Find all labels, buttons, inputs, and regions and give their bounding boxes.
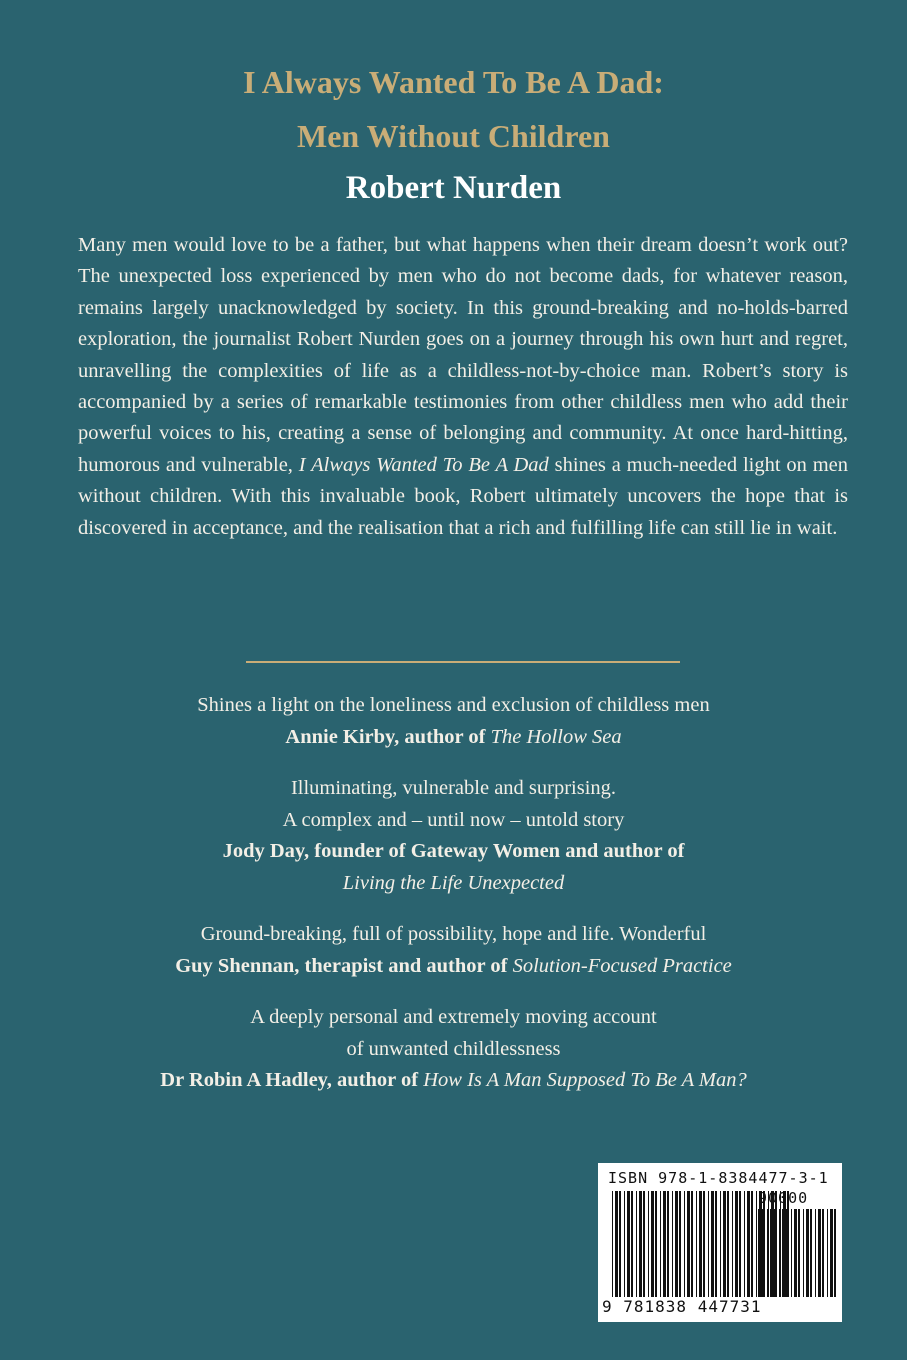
endorsements [50, 690, 857, 1117]
barcode-bar [747, 1191, 750, 1297]
attribution-text: Annie Kirby, author of [285, 725, 486, 748]
barcode-bar [627, 1191, 630, 1297]
barcode-bar [667, 1191, 669, 1297]
endorsement [50, 690, 857, 753]
blurb-title-italic: I Always Wanted To Be A Dad [298, 453, 549, 476]
barcode-bar [827, 1209, 828, 1297]
barcode-bar [631, 1191, 633, 1297]
endorsement-quote: Ground-breaking, full of possibility, hope and life. Wonderful [200, 923, 707, 945]
attribution-work: Solution-Focused Practice [512, 954, 732, 977]
attribution-work: The Hollow Sea [490, 725, 622, 748]
barcode-bar [751, 1191, 753, 1297]
barcode-bar [739, 1191, 741, 1297]
barcode-bar [612, 1191, 613, 1297]
attribution-work: How Is A Man Supposed To Be A Man? [423, 1069, 747, 1091]
barcode-bar [615, 1191, 618, 1297]
endorsement-quote: Shines a light on the loneliness and exclusion of childless men [197, 694, 710, 716]
barcode-bar [655, 1191, 657, 1297]
barcode-bar [767, 1209, 768, 1297]
barcode-bar [815, 1209, 816, 1297]
attribution-text: Dr Robin A Hadley, author of [160, 1069, 419, 1091]
barcode-bar [672, 1191, 673, 1297]
endorsement [50, 773, 857, 899]
barcode-bar [643, 1191, 645, 1297]
barcode-bar [675, 1191, 678, 1297]
barcode-bar [691, 1191, 693, 1297]
barcode-bar [619, 1191, 621, 1297]
endorsement-attribution [50, 951, 857, 983]
barcode-bar [715, 1191, 717, 1297]
barcode-bar [770, 1209, 773, 1297]
endorsement-quote: of unwanted childlessness [346, 1037, 561, 1060]
blurb-text-2: shines a much-needed light on men without children. With this invaluable book, Robert ultimately uncovers the hope that is discovered in acceptance, and the realisation that a rich and fulfilling life can still lie in wait. [78, 453, 849, 539]
author-name: Robert Nurden [345, 170, 562, 206]
barcode-bar [791, 1209, 792, 1297]
book-title-line-1: I Always Wanted To Be A Dad: [243, 64, 664, 100]
barcode-bar [830, 1209, 833, 1297]
barcode-bar [648, 1191, 649, 1297]
endorsement-attribution: Jody Day, founder of Gateway Women and author of [222, 840, 685, 862]
barcode-bar [660, 1191, 661, 1297]
attribution-work-title: Living the Life Unexpected [342, 871, 565, 894]
barcode-bar [679, 1191, 681, 1297]
price-code: 90000 [758, 1189, 809, 1207]
barcode-bar [663, 1191, 666, 1297]
barcode-bar [782, 1209, 785, 1297]
book-title-line-2: Men Without Children [297, 118, 610, 154]
barcode-bar [651, 1191, 654, 1297]
barcode-bar [699, 1191, 702, 1297]
barcode-bar [703, 1191, 705, 1297]
barcode-bar [624, 1191, 625, 1297]
barcode-bar [756, 1191, 757, 1297]
endorsement-quote: A complex and – until now – untold story [282, 808, 625, 831]
barcode-bar [708, 1191, 709, 1297]
endorsement [50, 919, 857, 982]
barcode-bar [758, 1209, 761, 1297]
blurb-text-1: Many men would love to be a father, but what happens when their dream doesn’t work out? The unexpected loss experienced by men who do not become dads, for whatever reason, remains largely unacknowledged by society. In this ground-breaking and no-holds-barred exploration, the journalist Robert Nurden goes on a journey through his own hurt and regret, unravelling the complexities of life as a childless-not-by-choice man. Robert’s story is accompanied by a series of remarkable testimonies from other childless men who add their powerful voices to his, creating a sense of belonging and community. At once hard-hitting, humorous and vulnerable, [78, 234, 848, 476]
barcode-bar [774, 1209, 776, 1297]
barcode-bar [732, 1191, 733, 1297]
barcode-bar [803, 1209, 804, 1297]
attribution-work [50, 868, 857, 900]
barcode-bar [822, 1209, 824, 1297]
endorsement-attribution [50, 722, 857, 754]
isbn-number: ISBN 978-1-8384477-3-1 [608, 1169, 829, 1187]
barcode-bar [810, 1209, 812, 1297]
endorsement [50, 1002, 857, 1097]
attribution-text: Guy Shennan, therapist and author of [175, 954, 508, 977]
barcode-bar [696, 1191, 697, 1297]
barcode-bar [798, 1209, 800, 1297]
barcode-bar [727, 1191, 729, 1297]
barcode-bar [744, 1191, 745, 1297]
barcode-bar [818, 1209, 821, 1297]
barcode-bar [687, 1191, 690, 1297]
barcode-bar [636, 1191, 637, 1297]
endorsement-quote: A deeply personal and extremely moving account [250, 1006, 657, 1028]
barcode-bar [794, 1209, 797, 1297]
book-blurb [78, 230, 848, 544]
barcode-bar [639, 1191, 642, 1297]
barcode-bar [723, 1191, 726, 1297]
barcode-bar [786, 1209, 788, 1297]
endorsement-attribution [50, 1065, 857, 1097]
barcode-bar [711, 1191, 714, 1297]
barcode-bar [779, 1209, 780, 1297]
barcode-bar [735, 1191, 738, 1297]
barcode-bar [684, 1191, 685, 1297]
endorsement-quote: Illuminating, vulnerable and surprising. [290, 777, 617, 799]
barcode-bar [806, 1209, 809, 1297]
ean-digits: 9 781838 447731 [602, 1297, 762, 1316]
barcode-bar [720, 1191, 721, 1297]
barcode-bar [834, 1209, 836, 1297]
isbn-barcode [598, 1163, 842, 1322]
divider-line [246, 661, 680, 663]
barcode-bar [762, 1209, 764, 1297]
